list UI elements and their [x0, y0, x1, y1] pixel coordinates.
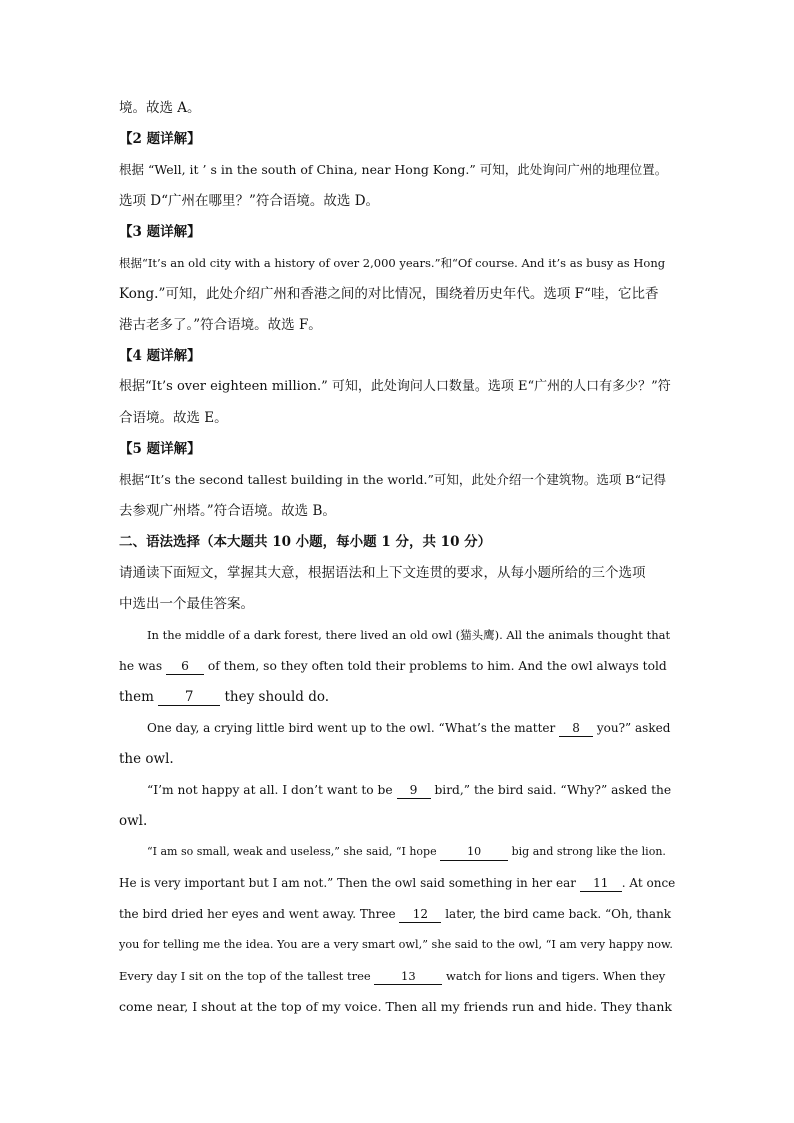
text-line: Kong.”可知，此处介绍广州和香港之间的对比情况，围绕着历史年代。选项 F“哇，它比香	[119, 286, 659, 302]
text-line: 合语境。故选 E。	[119, 410, 228, 426]
instruction-line: 请通读下面短文，掌握其大意，根据语法和上下文连贯的要求，从每小题所给的三个选项	[119, 565, 646, 581]
passage-line: “I am so small, weak and useless,” she said, “I hope 10 big and strong like the lion.	[147, 842, 666, 862]
text-line: 选项 D“广州在哪里？”符合语境。故选 D。	[119, 193, 380, 209]
passage-line: owl.	[119, 813, 148, 829]
text-line: 根据“It’s the second tallest building in the world.”可知，此处介绍一个建筑物。选项 B“记得	[119, 472, 666, 487]
passage-line: In the middle of a dark forest, there lived an old owl (猫头鹰). All the animals thought that	[147, 628, 671, 642]
blank-12: 12	[399, 906, 441, 923]
passage-line: the owl.	[119, 751, 174, 767]
passage-line: he was 6 of them, so they often told their problems to him. And the owl always told	[119, 659, 667, 673]
text-line: 港古老多了。”符合语境。故选 F。	[119, 317, 322, 333]
section-title: 二、语法选择（本大题共 10 小题，每小题 1 分，共 10 分）	[119, 534, 492, 550]
text-line: 去参观广州塔。”符合语境。故选 B。	[119, 503, 336, 519]
passage-line: “I’m not happy at all. I don’t want to be 9 bird,” the bird said. “Why?” asked the	[147, 783, 672, 797]
passage-line: He is very important but I am not.” Then the owl said something in her ear 11 . At once	[119, 876, 676, 890]
section-heading-q3: 【3 题详解】	[119, 224, 201, 240]
blank-10: 10	[440, 844, 508, 861]
blank-8: 8	[559, 720, 593, 737]
passage-line: come near, I shout at the top of my voice. Then all my friends run and hide. They thank	[119, 999, 672, 1014]
passage-line: you for telling me the idea. You are a very smart owl,” she said to the owl, “I am very happy now.	[119, 938, 673, 951]
section-heading-q5: 【5 题详解】	[119, 441, 201, 457]
text-line: 根据“It’s an old city with a history of over 2,000 years.”和“Of course. And it’s as busy as Hong	[119, 256, 666, 270]
text-line: 境。故选 A。	[119, 100, 201, 116]
passage-line: One day, a crying little bird went up to the owl. “What’s the matter 8 you?” asked	[147, 721, 671, 735]
text-line: 根据 “Well, it ’ s in the south of China, near Hong Kong.” 可知，此处询问广州的地理位置。	[119, 162, 668, 177]
text-line: 根据“It’s over eighteen million.” 可知，此处询问人口数量。选项 E“广州的人口有多少？”符	[119, 379, 671, 394]
section-heading-q2: 【2 题详解】	[119, 131, 201, 147]
passage-line: the bird dried her eyes and went away. Three 12 later, the bird came back. “Oh, thank	[119, 907, 672, 921]
passage-line: Every day I sit on the top of the tallest tree 13 watch for lions and tigers. When they	[119, 969, 666, 983]
section-heading-q4: 【4 题详解】	[119, 348, 201, 364]
blank-11: 11	[580, 875, 622, 892]
instruction-line: 中选出一个最佳答案。	[119, 596, 254, 612]
blank-9: 9	[397, 782, 431, 799]
blank-7: 7	[158, 689, 220, 706]
blank-13: 13	[374, 968, 442, 985]
passage-line: them 7 they should do.	[119, 689, 330, 705]
blank-6: 6	[166, 658, 204, 675]
